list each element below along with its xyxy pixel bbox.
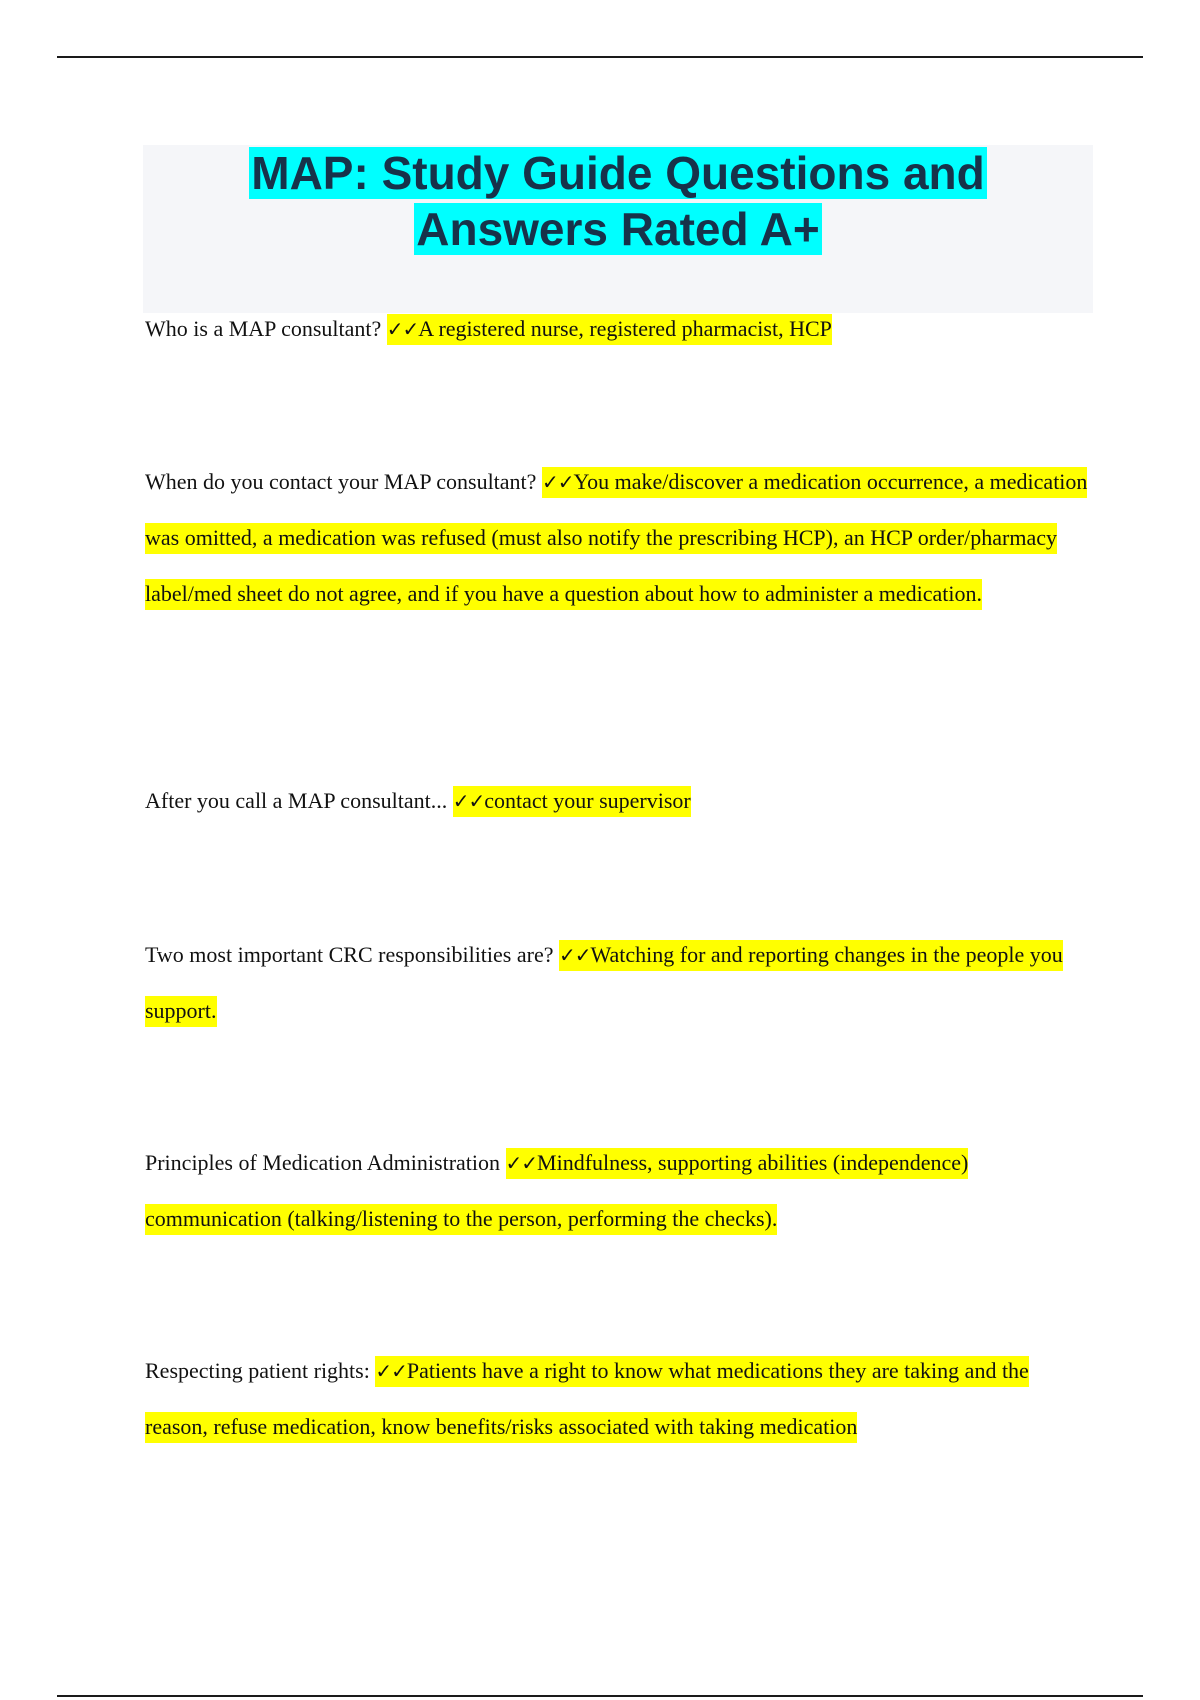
qa-item bbox=[145, 1135, 1095, 1247]
answer-text: Watching for and reporting changes in the people you support. bbox=[145, 942, 1063, 1023]
check-mark-icon: ✓✓ bbox=[452, 789, 485, 813]
answer-text: A registered nurse, registered pharmacist, HCP bbox=[418, 316, 832, 341]
question-text: Who is a MAP consultant? bbox=[145, 316, 382, 341]
header-rule bbox=[57, 56, 1143, 58]
answer-text: contact your supervisor bbox=[484, 788, 691, 813]
question-text: Principles of Medication Administration bbox=[145, 1150, 501, 1175]
answer-highlight bbox=[387, 314, 832, 345]
answer-highlight bbox=[453, 786, 691, 817]
question-text: Two most important CRC responsibilities are? bbox=[145, 942, 554, 967]
question-text: Respecting patient rights: bbox=[145, 1358, 370, 1383]
qa-item bbox=[145, 301, 1095, 357]
title-line-2: Answers Rated A+ bbox=[416, 203, 820, 255]
answer-text: Mindfulness, supporting abilities (independence) communication (talking/listening to the person, performing the checks). bbox=[145, 1150, 969, 1231]
check-mark-icon: ✓✓ bbox=[541, 470, 574, 494]
answer-text: Patients have a right to know what medications they are taking and the reason, refuse medication, know benefits/risks associated with taking medication bbox=[145, 1358, 1029, 1439]
title-line-1: MAP: Study Guide Questions and bbox=[251, 147, 985, 199]
qa-item bbox=[145, 773, 1095, 829]
qa-item bbox=[145, 1343, 1095, 1455]
check-mark-icon: ✓✓ bbox=[375, 1359, 407, 1383]
qa-item bbox=[145, 927, 1095, 1039]
footer-rule bbox=[57, 1695, 1143, 1697]
title-block bbox=[143, 145, 1093, 313]
check-mark-icon: ✓✓ bbox=[558, 943, 591, 967]
qa-item bbox=[145, 454, 1095, 622]
question-text: When do you contact your MAP consultant? bbox=[145, 469, 537, 494]
answer-text: You make/discover a medication occurrence, a medication was omitted, a medication was refused (must also notify the prescribing HCP), an HCP order/pharmacy label/med sheet do not agree, and if you have a question about how to administer a medication. bbox=[145, 469, 1088, 606]
question-text: After you call a MAP consultant... bbox=[145, 788, 448, 813]
check-mark-icon: ✓✓ bbox=[505, 1151, 538, 1175]
check-mark-icon: ✓✓ bbox=[386, 317, 419, 341]
page-title bbox=[143, 145, 1093, 257]
